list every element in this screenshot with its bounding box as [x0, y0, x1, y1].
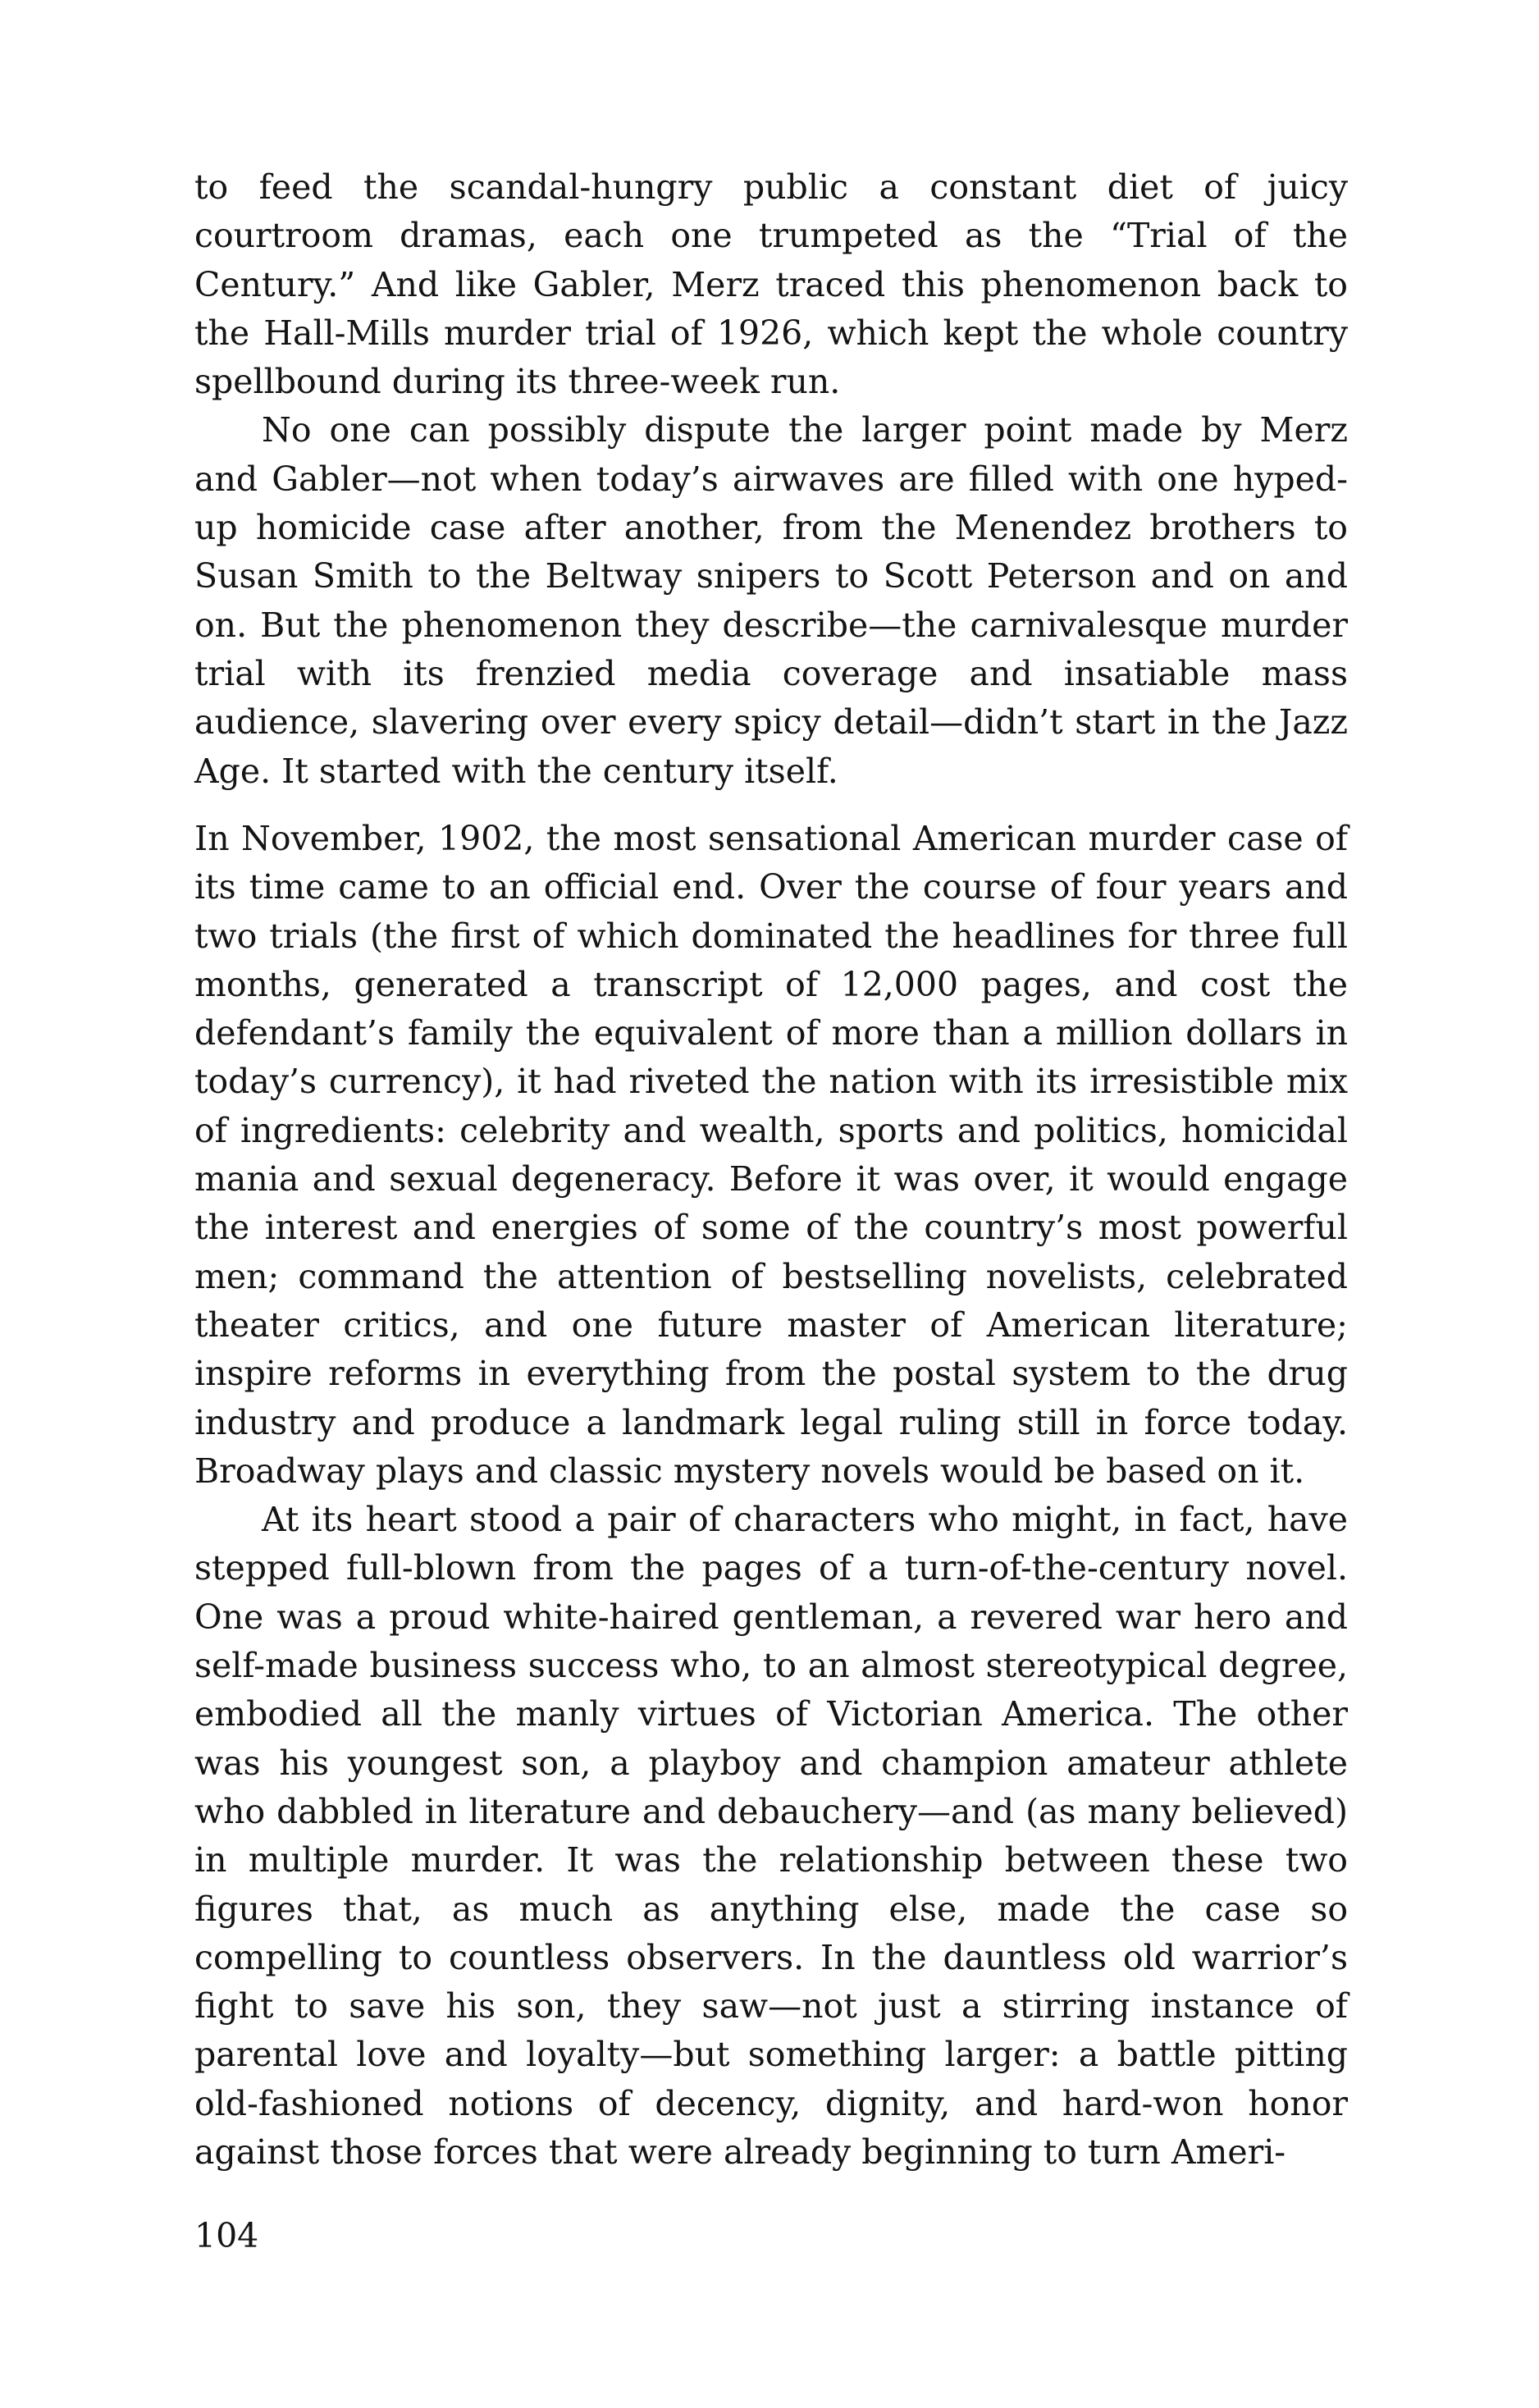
paragraph-continued: to feed the scandal-hungry public a constant diet of juicy courtroom dramas, each one trumpeted as the “Trial of the Century.” And like Gabler, Merz traced this phenomenon back to the Hall-Mills murder trial of 1926, which kept the whole country spellbound during its three-week run.: [194, 167, 1348, 402]
text-section-continuation: [194, 163, 1348, 796]
paragraph-merz-gabler: No one can possibly dispute the larger point made by Merz and Gabler—not when today’s airwaves are filled with one hyped-up homicide case after another, from the Menendez brothers to Susan Smith to the Beltway snipers to Scott Peterson and on and on. But the phenomenon they describe—the carnivalesque murder trial with its frenzied media coverage and insatiable mass audience, slavering over every spicy detail—didn’t start in the Jazz Age. It started with the century itself.: [194, 410, 1348, 791]
page-number: 104: [194, 2216, 259, 2255]
text-section-new: [194, 815, 1348, 2177]
paragraph-november-1902: In November, 1902, the most sensational American murder case of its time came to an official end. Over the course of four years and two trials (the first of which dominated the headlines for three full months, generated a transcript of 12,000 pages, and cost the defendant’s family the equivalent of more than a million dollars in today’s currency), it had riveted the nation with its irresistible mix of ingredients: celebrity and wealth, sports and politics, homicidal mania and sexual degeneracy. Before it was over, it would engage the interest and energies of some of the country’s most powerful men; command the attention of bestselling novelists, celebrated theater critics, and one future master of American literature; inspire reforms in everything from the postal system to the drug industry and produce a landmark legal ruling still in force today. Broadway plays and classic mystery novels would be based on it.: [194, 819, 1348, 1491]
paragraph-heart-of-case: At its heart stood a pair of characters who might, in fact, have stepped full-blown from the pages of a turn-of-the-century novel. One was a proud white-haired gentleman, a revered war hero and self-made business success who, to an almost stereotypical degree, embodied all the manly virtues of Victorian America. The other was his youngest son, a playboy and champion amateur athlete who dabbled in literature and debauchery—and (as many believed) in multiple murder. It was the relationship between these two figures that, as much as anything else, made the case so compelling to countless observers. In the dauntless old warrior’s fight to save his son, they saw—not just a stirring instance of parental love and loyalty—but something larger: a battle pitting old-fashioned notions of decency, dignity, and hard-won honor against those forces that were already beginning to turn Ameri-: [194, 1500, 1348, 2173]
